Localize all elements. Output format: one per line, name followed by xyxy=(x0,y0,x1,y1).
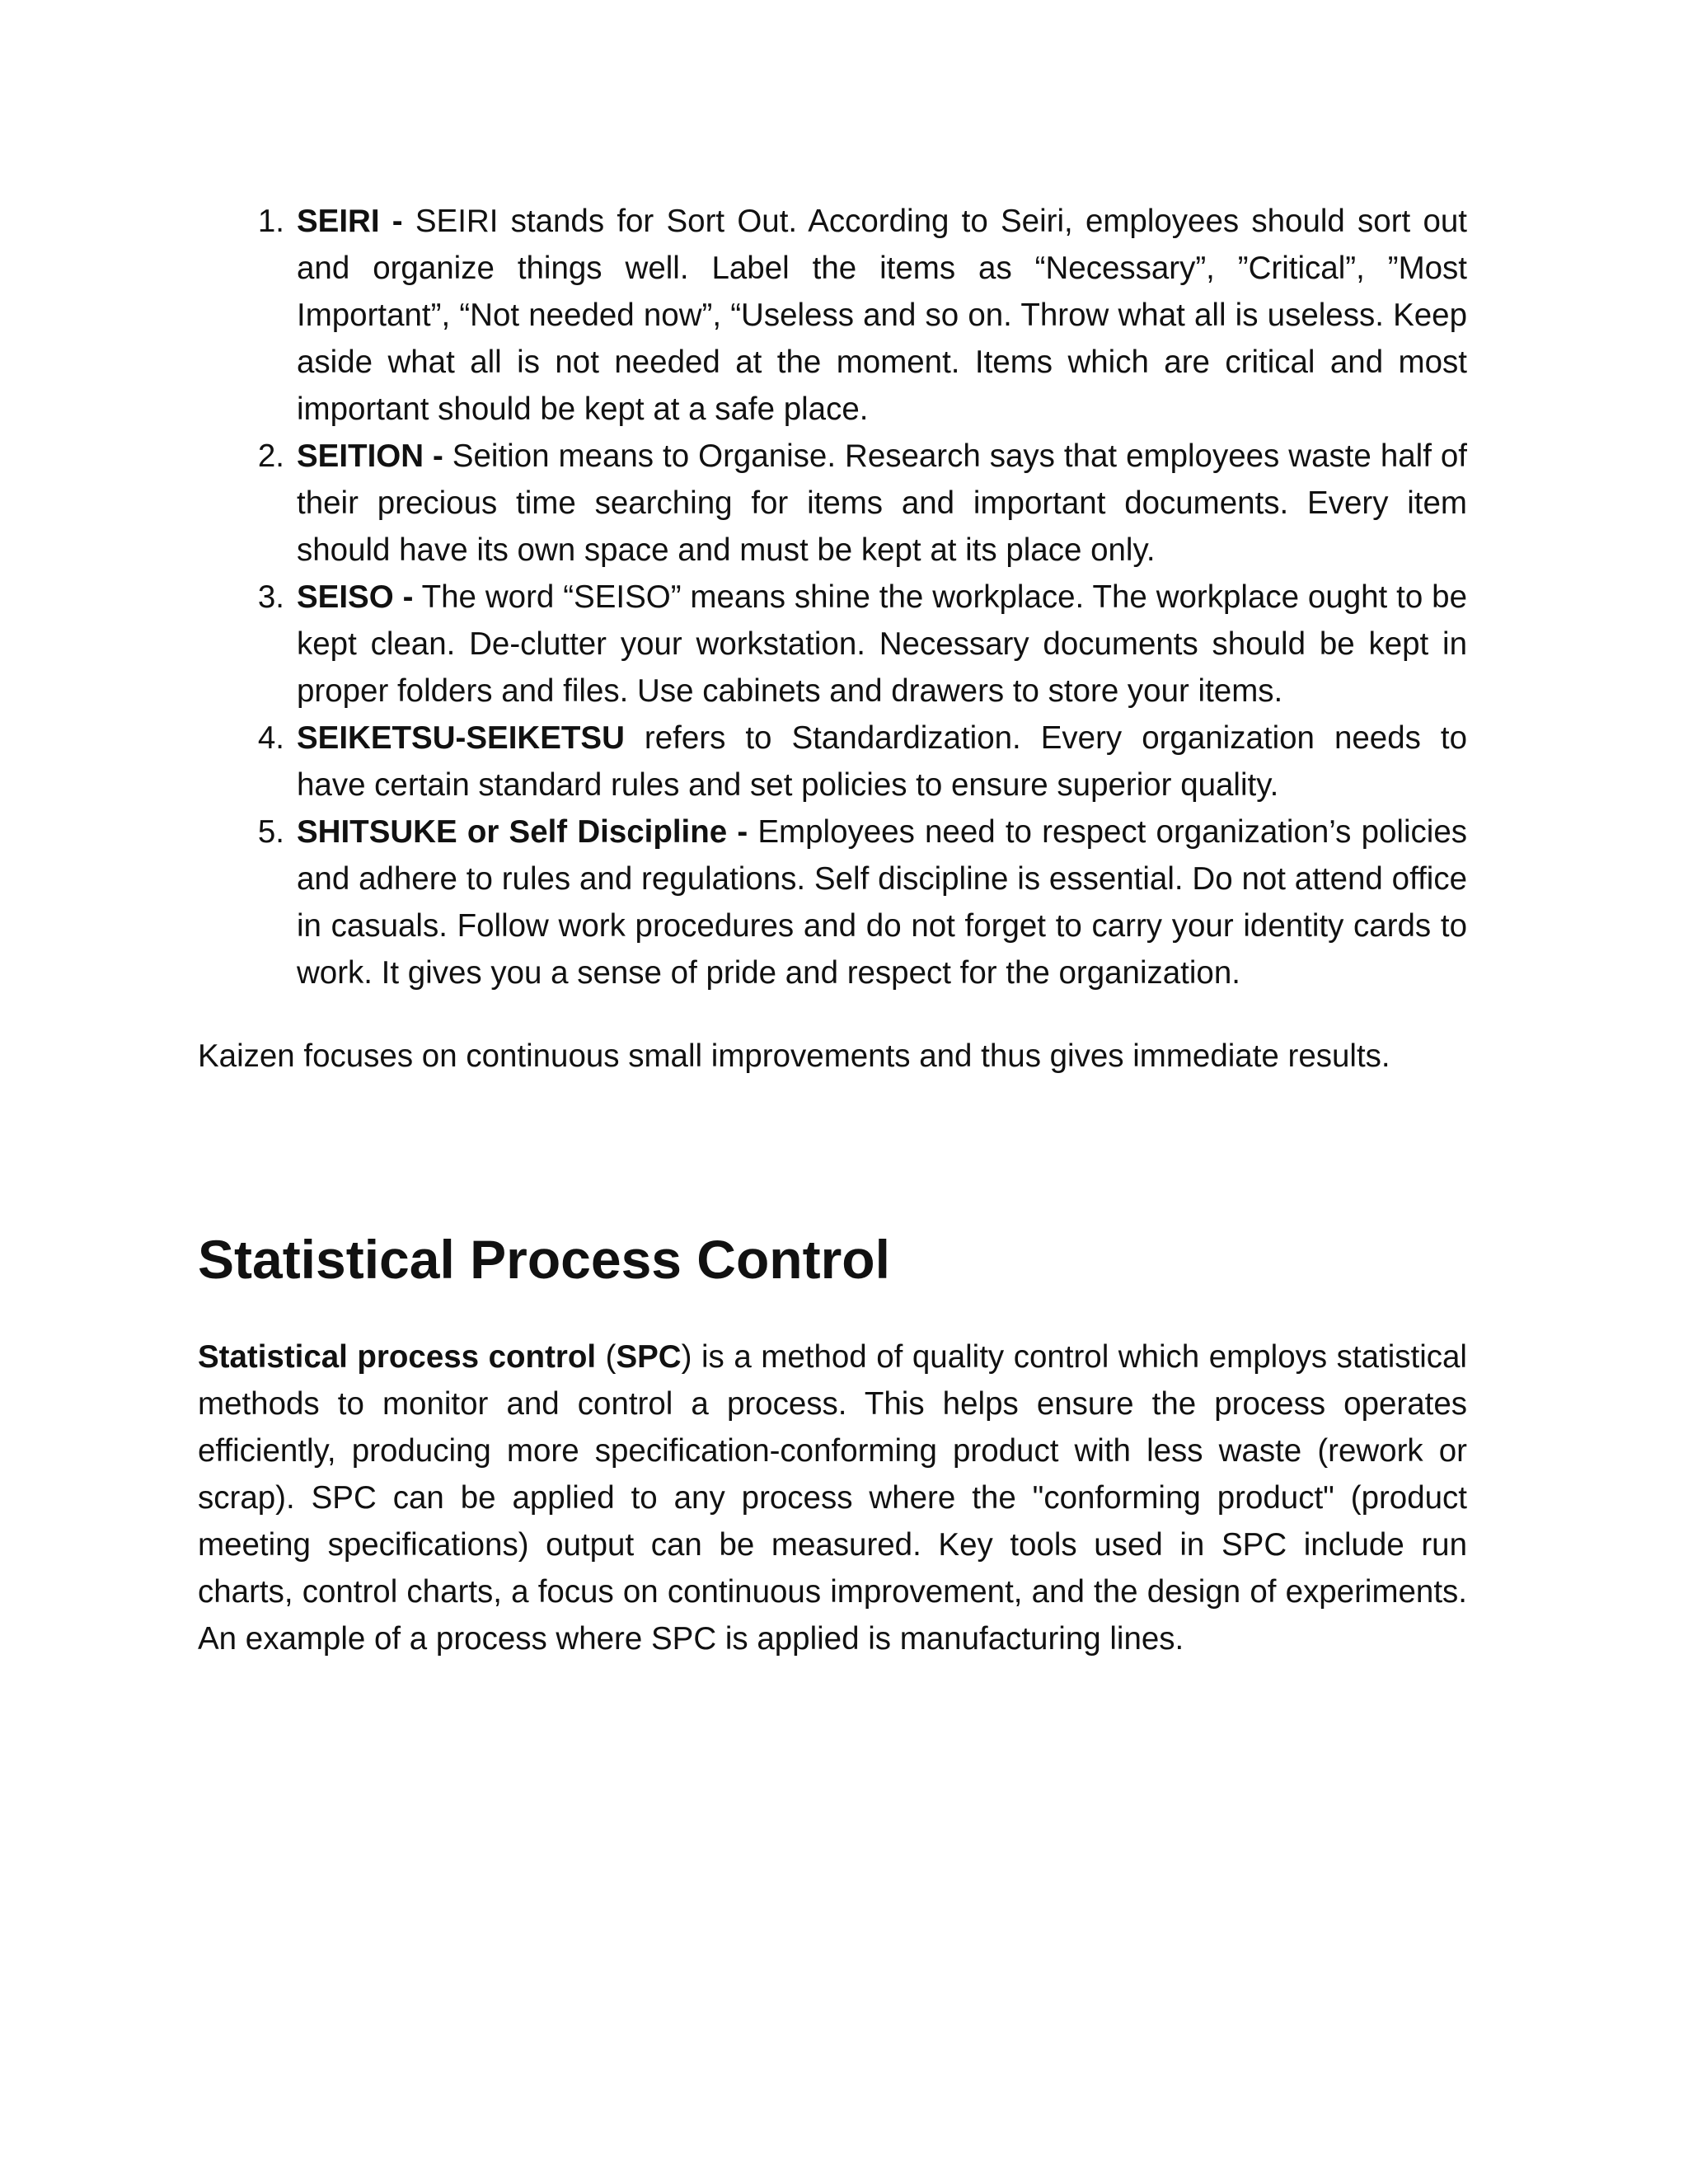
list-term: SEIRI - xyxy=(297,204,403,239)
list-term: SEIKETSU-SEIKETSU xyxy=(297,720,625,756)
spc-text: ) is a method of quality control which employs statistical methods to monitor and control a process. This helps ensure the process operates efficiently, producing more specification-conforming product with less waste (rework or scrap). SPC can be applied to any process where the "conforming product" (product meeting specifications) output can be measured. Key tools used in SPC include run charts, control charts, a focus on continuous improvement, and the design of experiments. An example of a process where SPC is applied is manufacturing lines. xyxy=(198,1339,1467,1657)
list-text: The word “SEISO” means shine the workplace. The workplace ought to be kept clean. De-clutter your workstation. Necessary documents should be kept in proper folders and files. Use cabinets and drawers to store your items. xyxy=(297,579,1467,709)
list-item xyxy=(198,574,1467,715)
spc-abbr: SPC xyxy=(616,1339,682,1375)
list-number: 3. xyxy=(257,579,284,615)
five-s-list xyxy=(198,198,1467,996)
document-page xyxy=(198,198,1467,1662)
list-number: 2. xyxy=(257,438,284,474)
list-text: SEIRI stands for Sort Out. According to Seiri, employees should sort out and organize things well. Label the items as “Necessary”, ”Critical”, ”Most Important”, “Not needed now”, “Useless and so on. Throw what all is useless. Keep aside what all is not needed at the moment. Items which are critical and most important should be kept at a safe place. xyxy=(297,204,1467,427)
list-term: SEITION - xyxy=(297,438,443,474)
spc-paren-open: ( xyxy=(596,1339,617,1375)
list-item xyxy=(198,198,1467,433)
spc-paragraph xyxy=(198,1333,1467,1662)
list-item xyxy=(198,808,1467,996)
list-text: Employees need to respect organization’s policies and adhere to rules and regulations. Self discipline is essential. Do not attend office in casuals. Follow work procedures and do not forget to carry your identity cards to work. It gives you a sense of pride and respect for the organization. xyxy=(297,814,1467,991)
list-number: 4. xyxy=(257,720,284,756)
list-item xyxy=(198,715,1467,808)
list-number: 1. xyxy=(257,204,284,239)
section-heading: Statistical Process Control xyxy=(198,1229,890,1290)
list-number: 5. xyxy=(257,814,284,850)
list-term: SEISO - xyxy=(297,579,414,615)
kaizen-paragraph: Kaizen focuses on continuous small improvements and thus gives immediate results. xyxy=(198,1038,1390,1074)
list-item xyxy=(198,433,1467,574)
list-text: Seition means to Organise. Research says that employees waste half of their precious time searching for items and important documents. Every item should have its own space and must be kept at its place only. xyxy=(297,438,1467,568)
list-text: refers to Standardization. Every organization needs to have certain standard rules and set policies to ensure superior quality. xyxy=(297,720,1467,803)
list-term: SHITSUKE or Self Discipline - xyxy=(297,814,748,850)
spc-term: Statistical process control xyxy=(198,1339,597,1375)
